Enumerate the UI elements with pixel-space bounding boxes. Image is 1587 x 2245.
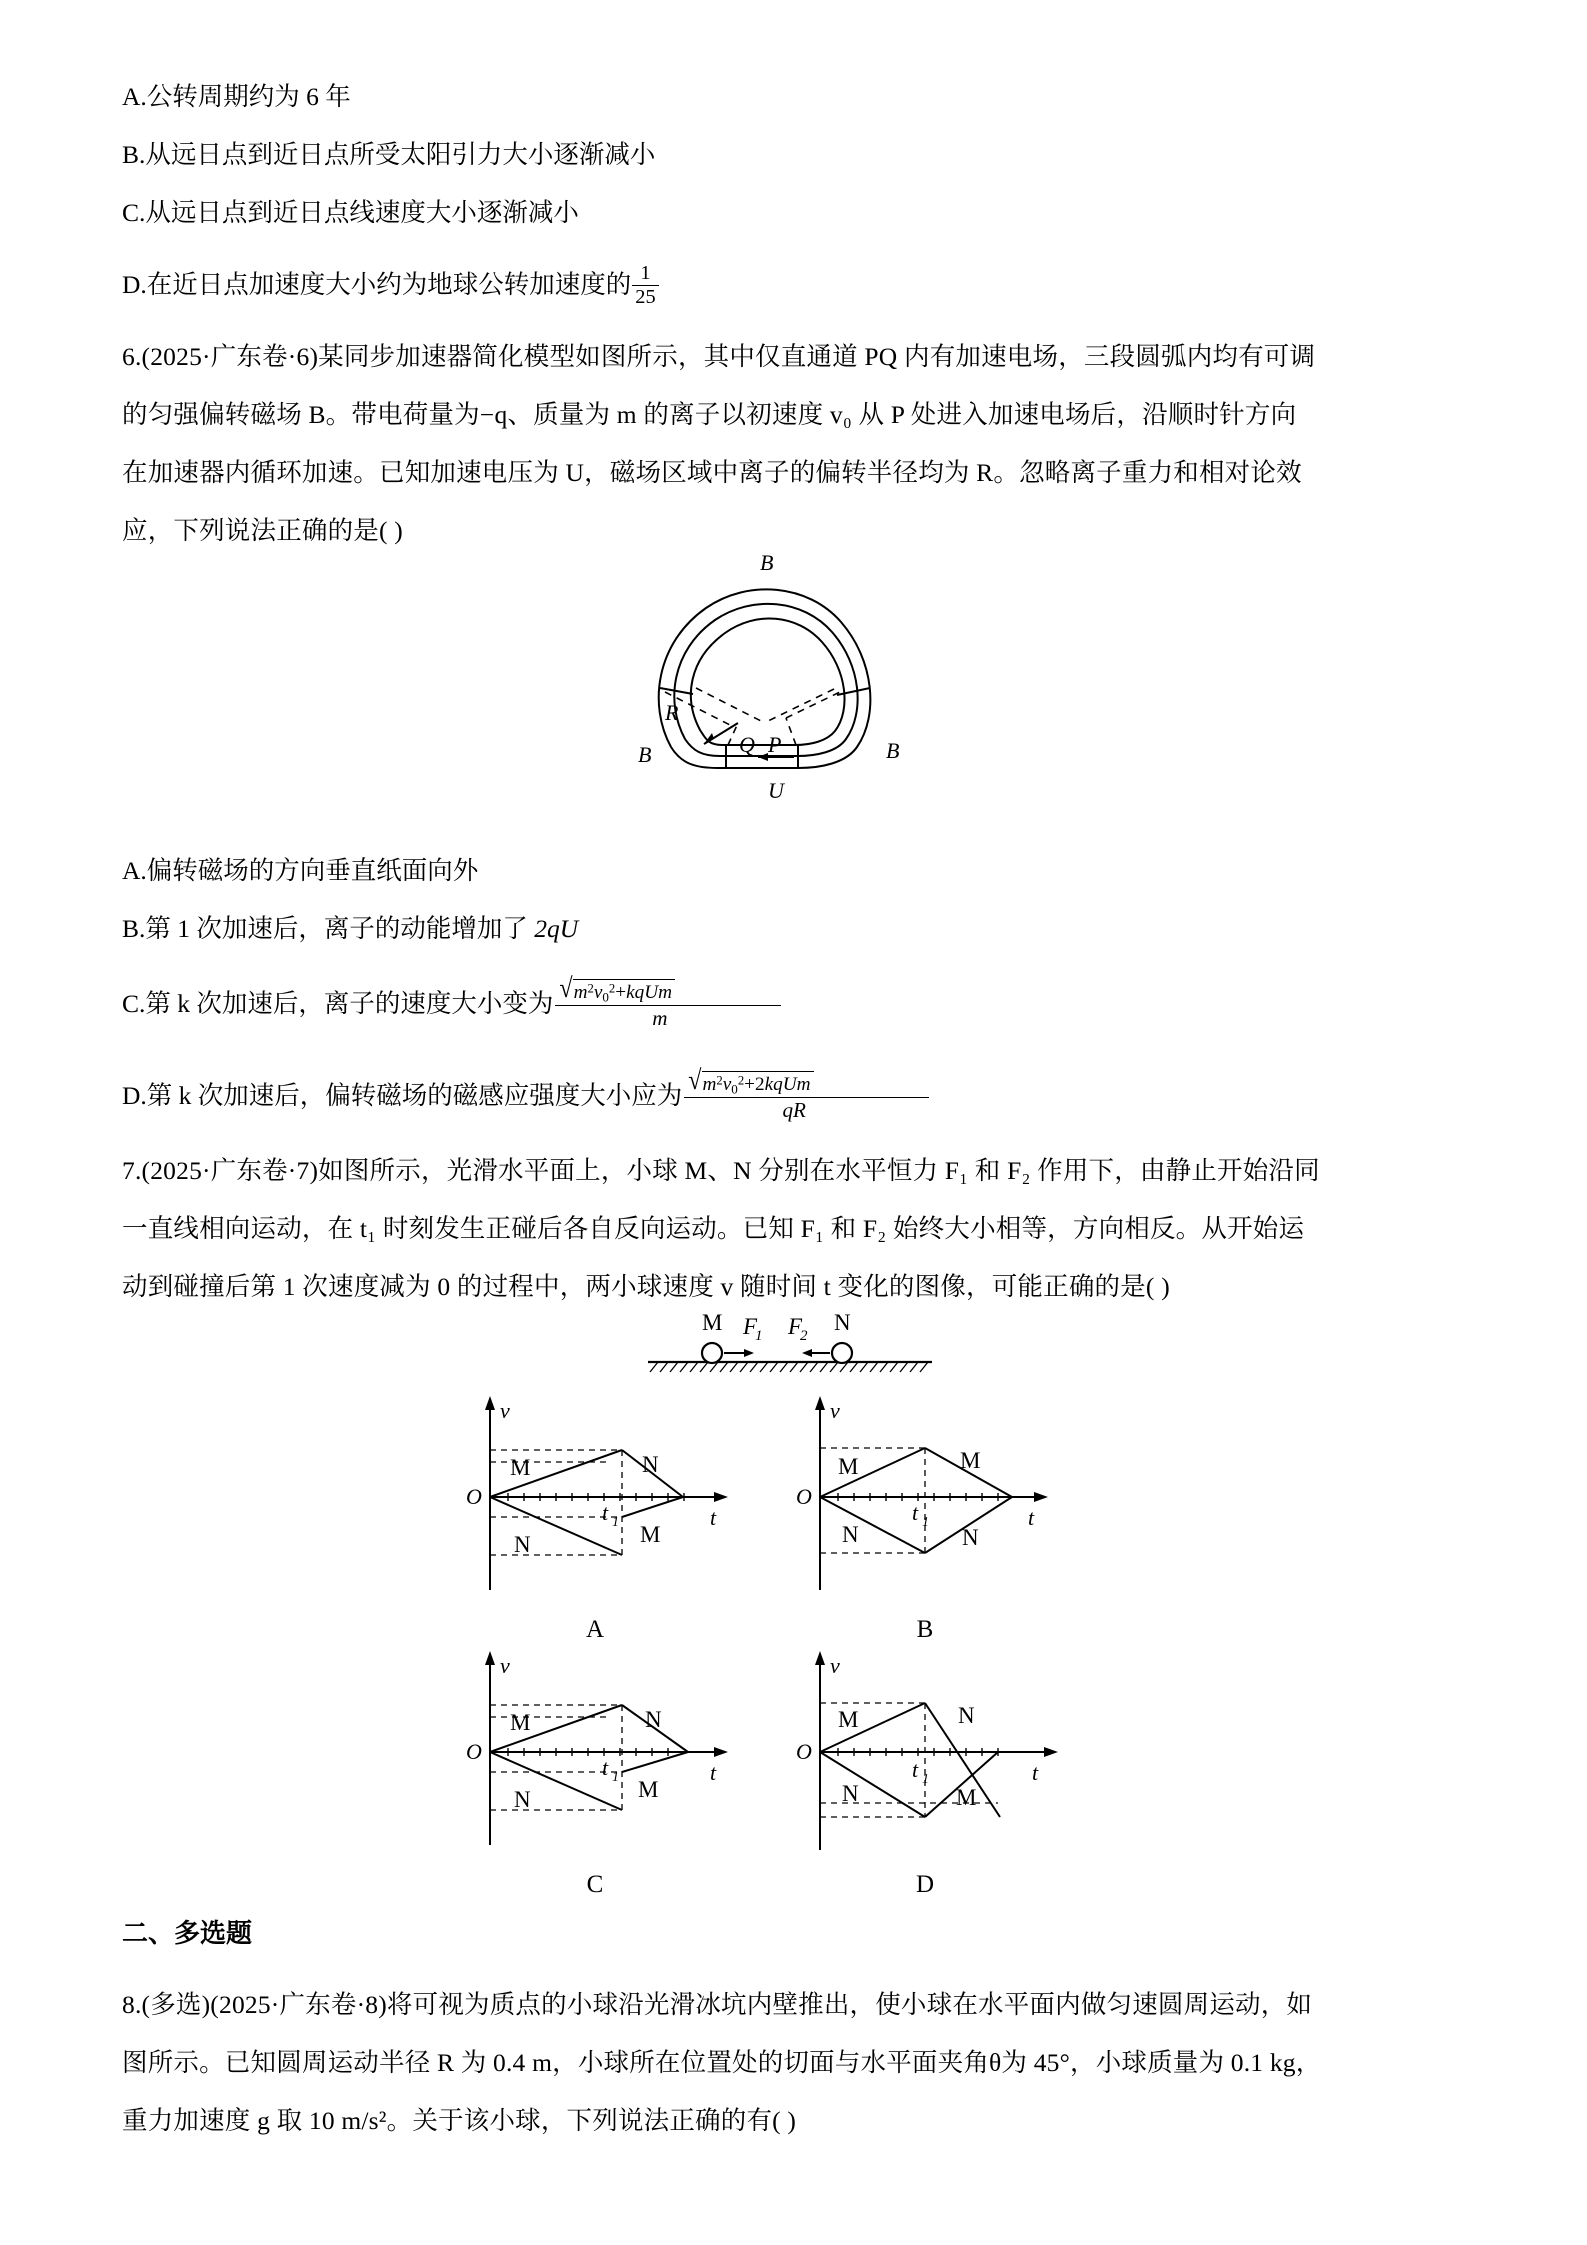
svg-text:1: 1	[922, 1515, 929, 1530]
q7-stem-line-1: 7.(2025·广东卷·7)如图所示，光滑水平面上，小球 M、N 分别在水平恒力 F₁ 和 F₂ 作用下，由静止开始沿同	[122, 1156, 1320, 1185]
svg-text:1: 1	[755, 1328, 763, 1344]
graph-C-t1-label: t	[602, 1755, 609, 1780]
fraction-numerator	[684, 1065, 929, 1097]
svg-text:1: 1	[612, 1770, 619, 1785]
q6-option-b: B.第 1 次加速后，离子的动能增加了 2qU	[122, 914, 579, 943]
label-R: R	[665, 700, 679, 725]
q5-option-c-text: C.从远日点到近日点线速度大小逐渐减小	[122, 198, 579, 227]
graph-A-v-axis-label: v	[500, 1398, 510, 1423]
q5-option-b	[122, 126, 1482, 184]
q6-option-a: A.偏转磁场的方向垂直纸面向外	[122, 856, 479, 885]
graph-A-t1-label: t	[602, 1500, 609, 1525]
q5-option-d-text: D.在近日点加速度大小约为地球公转加速度的	[122, 270, 632, 299]
force-label-F1: F	[743, 1314, 758, 1339]
label-B-top: B	[760, 550, 774, 575]
label-Q: Q	[739, 732, 755, 757]
graph-B-t1-label: t	[912, 1500, 919, 1525]
graph-C-curve-label-N-lower: N	[514, 1787, 531, 1812]
vt-graph-group	[430, 1390, 1170, 1898]
graph-D-curve-label-N-upper: N	[958, 1703, 975, 1728]
ball-label-M: M	[702, 1310, 723, 1335]
graph-C-curve-label-M-upper: M	[510, 1710, 531, 1735]
graph-C-t-axis-label: t	[710, 1760, 717, 1785]
fraction-denominator: m	[555, 1005, 780, 1031]
label-B-right: B	[886, 738, 900, 763]
graph-A-t-axis-label: t	[710, 1505, 717, 1530]
graph-B-origin-label: O	[796, 1484, 812, 1509]
label-U: U	[768, 778, 784, 803]
balls-on-surface-diagram	[640, 1300, 940, 1390]
fraction-denominator: 25	[632, 285, 658, 309]
q7-stem-line-2: 一直线相向运动，在 t₁ 时刻发生正碰后各自反向运动。已知 F₁ 和 F₂ 始终大小相等，方向相反。从开始运	[122, 1214, 1305, 1243]
svg-text:1: 1	[922, 1772, 929, 1787]
graph-B-curve-label-M-right: M	[960, 1448, 981, 1473]
graph-D-curve-label-M-lower: M	[956, 1785, 977, 1810]
fraction-denominator: qR	[684, 1097, 929, 1123]
square-root: $√m^2v_0^2+2kqUm$	[688, 1071, 813, 1097]
vt-graph-A	[430, 1390, 760, 1643]
q6-stem-line-3: 在加速器内循环加速。已知加速电压为 U，磁场区域中离子的偏转半径均为 R。忽略离子重力和相对论效	[122, 458, 1302, 487]
graph-D-v-axis-label: v	[830, 1653, 840, 1678]
q5-option-a	[122, 68, 1482, 126]
graph-B-curve-label-M-left: M	[838, 1454, 859, 1479]
q6-stem-line-2: 的匀强偏转磁场 B。带电荷量为−q、质量为 m 的离子以初速度 v₀ 从 P 处进入加速电场后，沿顺时针方向	[122, 400, 1297, 429]
q5-option-a-text: A.公转周期约为 6 年	[122, 82, 351, 111]
ball-label-N: N	[834, 1310, 851, 1335]
q6-option-b-expression: 2qU	[534, 914, 579, 943]
force-label-F2: F	[788, 1314, 803, 1339]
graph-D-curve-label-N-lower: N	[842, 1781, 859, 1806]
radical-sign: √	[559, 973, 573, 1004]
q8-stem-line-2: 图所示。已知圆周运动半径 R 为 0.4 m，小球所在位置处的切面与水平面夹角θ为 45°，小球质量为 0.1 kg，	[122, 2048, 1322, 2077]
synchrotron-diagram	[608, 540, 938, 820]
graph-A-caption: A	[585, 1616, 605, 1643]
vt-graph-C	[430, 1645, 760, 1898]
graph-B-curve-label-N-right: N	[962, 1525, 979, 1550]
square-root: $√m^2v_0^2+kqUm$	[559, 979, 675, 1005]
graph-B-curve-label-N-left: N	[842, 1522, 859, 1547]
graph-C-curve-label-N-upper: N	[645, 1707, 662, 1732]
q6-option-d: D.第 k 次加速后，偏转磁场的磁感应强度大小应为 $\frac{√m^2v_0^2+2kqUm}{qR}$	[122, 1050, 1482, 1142]
q6-stem-line-4: 应，下列说法正确的是( )	[122, 516, 403, 545]
q5-option-d	[122, 242, 1482, 328]
label-B-left: B	[638, 742, 652, 767]
graph-A-curve-label-M-lower: M	[640, 1522, 661, 1547]
graph-D-curve-label-M-upper: M	[838, 1707, 859, 1732]
q8-stem-line-1: 8.(多选)(2025·广东卷·8)将可视为质点的小球沿光滑冰坑内壁推出，使小球在水平面内做匀速圆周运动，如	[122, 1990, 1313, 2019]
one-over-twentyfive-fraction	[632, 262, 658, 309]
q8-stem-line-3: 重力加速度 g 取 10 m/s²。关于该小球，下列说法正确的有( )	[122, 2106, 797, 2135]
graph-D-caption: D	[915, 1871, 935, 1898]
graph-C-origin-label: O	[466, 1739, 482, 1764]
graph-A-curve-label-N-upper: N	[642, 1452, 659, 1477]
label-P: P	[768, 732, 782, 757]
graph-D-t1-label: t	[912, 1757, 919, 1782]
q6-stem-line-1: 6.(2025·广东卷·6)某同步加速器简化模型如图所示，其中仅直通道 PQ 内有加速电场，三段圆弧内均有可调	[122, 342, 1316, 371]
graph-B-caption: B	[916, 1616, 934, 1643]
svg-text:2: 2	[800, 1328, 808, 1344]
graph-A-curve-label-N-lower: N	[514, 1532, 531, 1557]
graph-C-v-axis-label: v	[500, 1653, 510, 1678]
graph-B-t-axis-label: t	[1028, 1505, 1035, 1530]
vt-graph-D	[760, 1645, 1090, 1898]
q5-option-c	[122, 184, 1482, 242]
section-heading-multiple-choice: 二、多选题	[122, 1918, 253, 1948]
graph-A-curve-label-M-upper: M	[510, 1455, 531, 1480]
svg-text:1: 1	[612, 1515, 619, 1530]
graph-C-curve-label-M-lower: M	[638, 1777, 659, 1802]
q5-option-b-text: B.从远日点到近日点所受太阳引力大小逐渐减小	[122, 140, 656, 169]
graph-D-t-axis-label: t	[1032, 1760, 1039, 1785]
q6-option-c: C.第 k 次加速后，离子的速度大小变为 $\frac{√m^2v_0^2+kqUm}{m}$	[122, 958, 1482, 1050]
fraction-numerator: 1	[640, 261, 651, 284]
q6-option-c-fraction	[555, 973, 780, 1032]
graph-A-origin-label: O	[466, 1484, 482, 1509]
q6-option-d-fraction	[684, 1065, 929, 1124]
graph-C-caption: C	[586, 1871, 604, 1898]
graph-D-origin-label: O	[796, 1739, 812, 1764]
graph-B-v-axis-label: v	[830, 1398, 840, 1423]
q7-stem-line-3: 动到碰撞后第 1 次速度减为 0 的过程中，两小球速度 v 随时间 t 变化的图像，可能正确的是( )	[122, 1272, 1170, 1301]
vt-graph-B	[760, 1390, 1090, 1643]
fraction-numerator	[555, 973, 780, 1005]
radical-sign: √	[688, 1065, 702, 1096]
